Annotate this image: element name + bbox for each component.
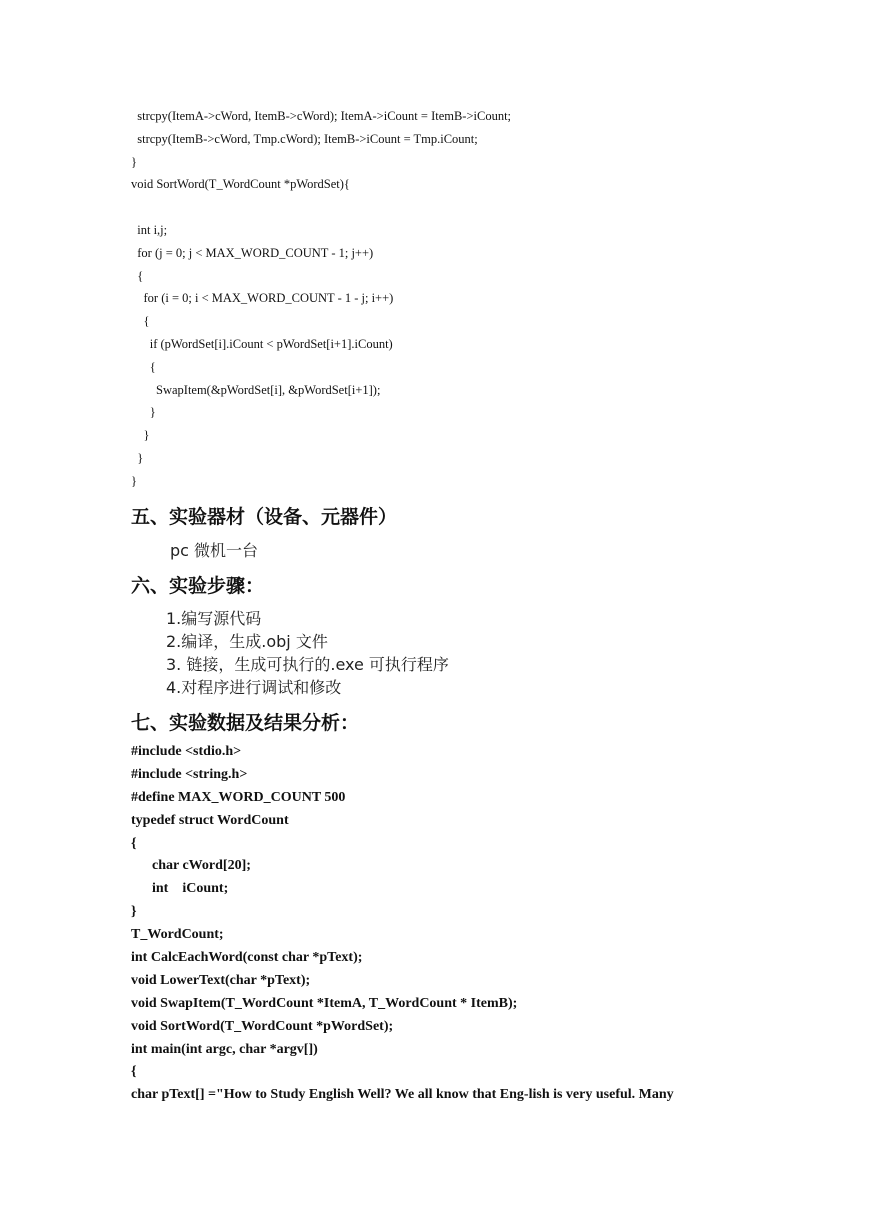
- code-line: }: [131, 473, 137, 488]
- code-line: {: [131, 314, 150, 329]
- code-line: int iCount;: [131, 881, 229, 897]
- code-line: {: [131, 835, 137, 851]
- code-line: void SortWord(T_WordCount *pWordSet);: [131, 1018, 394, 1034]
- section7-heading: 七、实验数据及结果分析：: [131, 712, 360, 734]
- code-line: {: [131, 1064, 137, 1080]
- section6-heading: 六、实验步骤：: [131, 575, 265, 597]
- step-item: 4.对程序进行调试和修改: [166, 678, 342, 697]
- code-line: }: [131, 405, 156, 420]
- code-line: int i,j;: [131, 222, 168, 237]
- code-block-sortword: [131, 105, 831, 493]
- section5-content: pc 微机一台: [170, 541, 259, 560]
- code-line: void LowerText(char *pText);: [131, 972, 311, 988]
- code-line: int CalcEachWord(const char *pText);: [131, 950, 363, 966]
- code-line: void SortWord(T_WordCount *pWordSet){: [131, 177, 350, 192]
- code-line: }: [131, 904, 137, 920]
- code-line: void SwapItem(T_WordCount *ItemA, T_WordCount * ItemB);: [131, 995, 518, 1011]
- code-line: strcpy(ItemA->cWord, ItemB->cWord); ItemA->iCount = ItemB->iCount;: [131, 109, 512, 123]
- code-line: }: [131, 450, 144, 465]
- code-line: {: [131, 359, 156, 374]
- code-line: }: [131, 154, 137, 169]
- code-line: typedef struct WordCount: [131, 812, 289, 828]
- section5-heading: 五、实验器材（设备、元器件）: [131, 506, 398, 528]
- code-line: #include <string.h>: [131, 766, 248, 782]
- code-line: for (j = 0; j < MAX_WORD_COUNT - 1; j++): [131, 245, 374, 260]
- step-item: 3. 链接，生成可执行的.exe 可执行程序: [166, 655, 449, 674]
- code-line: int main(int argc, char *argv[]): [131, 1041, 318, 1057]
- code-line: char pText[] ="How to Study English Well? We all know that Eng-lish is very useful. Many: [131, 1087, 674, 1103]
- code-line: {: [131, 268, 144, 283]
- code-line: strcpy(ItemB->cWord, Tmp.cWord); ItemB->iCount = Tmp.iCount;: [131, 131, 478, 146]
- code-line: SwapItem(&pWordSet[i], &pWordSet[i+1]);: [131, 382, 381, 397]
- code-line: #define MAX_WORD_COUNT 500: [131, 789, 346, 805]
- code-block-main: [131, 741, 851, 1107]
- step-item: 2.编译，生成.obj 文件: [166, 632, 328, 651]
- code-line: #include <stdio.h>: [131, 744, 242, 759]
- code-line: for (i = 0; i < MAX_WORD_COUNT - 1 - j; i++): [131, 291, 394, 306]
- step-item: 1.编写源代码: [166, 609, 262, 628]
- code-line: if (pWordSet[i].iCount < pWordSet[i+1].iCount): [131, 336, 393, 351]
- code-line: char cWord[20];: [131, 858, 251, 874]
- code-line: T_WordCount;: [131, 927, 224, 943]
- code-line: [131, 196, 831, 219]
- code-line: }: [131, 428, 150, 443]
